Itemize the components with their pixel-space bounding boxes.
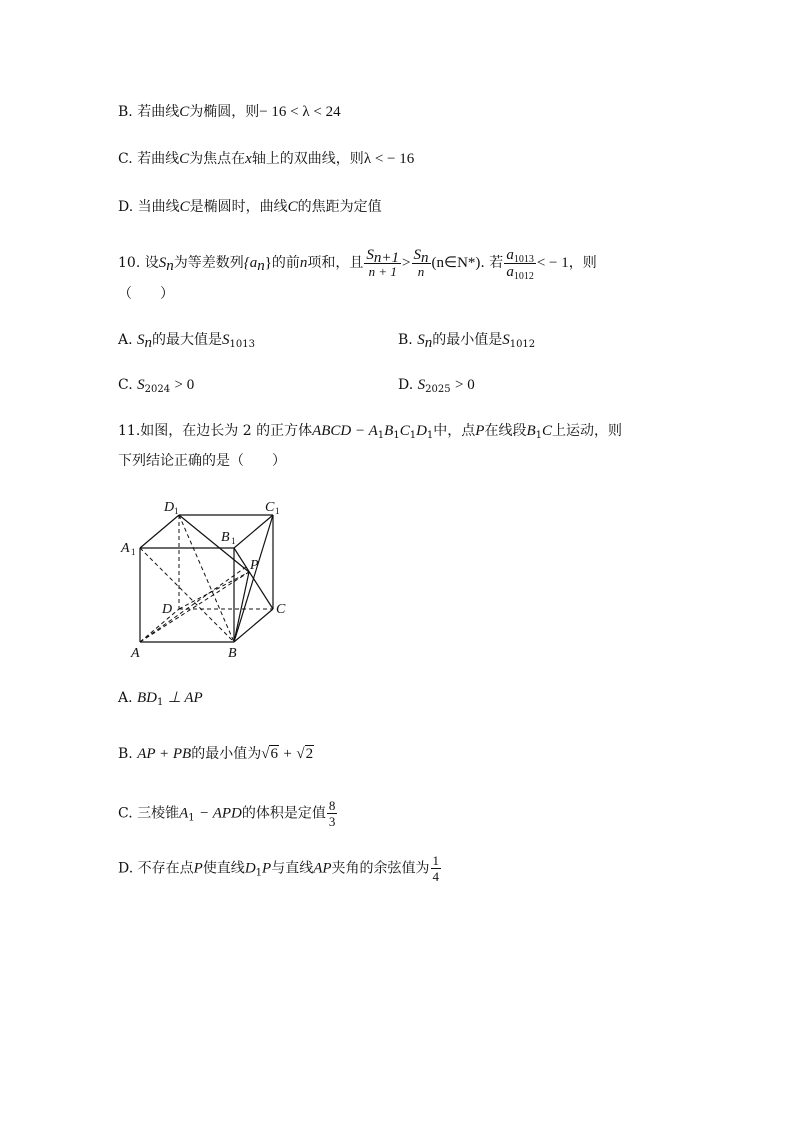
cube-figure <box>118 495 298 665</box>
q9-option-c <box>118 149 414 169</box>
label-d1: D <box>164 500 175 515</box>
math-denominator: n + 1 <box>368 264 397 279</box>
q11-option-a <box>118 688 203 708</box>
fraction-8-3 <box>327 798 338 829</box>
option-text: 与直线 <box>271 860 314 877</box>
hidden-segment-ap2 <box>140 567 246 642</box>
math-cube: ABCD − A <box>312 423 378 439</box>
math-seq: {a <box>243 255 258 271</box>
math-var: C <box>542 423 553 439</box>
q10-option-d <box>398 375 475 395</box>
label-d: D <box>162 602 173 617</box>
option-label: B. <box>118 104 133 120</box>
math-var: a <box>506 246 514 263</box>
math-var: D <box>416 423 427 439</box>
math-var: S <box>366 247 374 263</box>
math-sub: n <box>421 250 429 266</box>
math-radicand: 2 <box>305 746 314 762</box>
math-expr: AP + PB <box>137 746 192 762</box>
math-sub: 2025 <box>425 384 451 395</box>
option-text: 为椭圆，则 <box>189 104 260 120</box>
question-text: 为等差数列 <box>173 255 244 271</box>
fraction-sn1 <box>364 247 401 279</box>
label-a1: A <box>121 541 130 556</box>
hidden-segment-ap <box>140 572 249 642</box>
label-sub: 1 <box>174 506 179 516</box>
question-text: 下列结论正确的是（ ） <box>118 453 286 469</box>
math-var: C <box>179 104 190 120</box>
question-text: 中，点 <box>433 423 476 439</box>
option-label: D. <box>118 199 134 215</box>
math-var: A <box>179 805 189 822</box>
math-expr: ⊥ AP <box>167 690 203 706</box>
option-text: 是椭圆时，曲线 <box>189 199 288 215</box>
math-sub: 1 <box>409 430 417 441</box>
option-text: 使直线 <box>202 860 245 877</box>
q11-option-d <box>118 853 442 884</box>
math-var: C <box>179 199 190 215</box>
math-inequality: − 16 < λ < 24 <box>259 104 341 120</box>
math-var: x <box>245 151 252 167</box>
question-text: 在线段 <box>484 423 527 439</box>
option-text: 当曲线 <box>137 199 180 215</box>
math-inequality: > 0 <box>455 377 475 393</box>
math-expr: AP <box>313 860 332 877</box>
cube-diagram <box>118 495 298 665</box>
math-sub: 1 <box>188 812 195 824</box>
math-var: S <box>417 377 426 393</box>
hidden-segment-dp <box>179 572 249 609</box>
math-var: S <box>502 332 510 348</box>
option-text: 的最小值为 <box>191 746 262 762</box>
option-text: 若曲线 <box>137 104 180 120</box>
hidden-edge-ad <box>140 609 179 642</box>
option-text: 轴上的双曲线，则 <box>251 151 364 167</box>
option-text: 不存在点 <box>137 860 194 877</box>
edge-c1b1 <box>234 515 273 548</box>
math-op: + <box>283 746 292 762</box>
math-sub: n <box>166 258 174 274</box>
math-denominator: 4 <box>432 869 440 884</box>
q10-option-c <box>118 375 194 395</box>
option-text: 为焦点在 <box>189 151 246 167</box>
math-var: C <box>399 423 410 439</box>
math-var: D <box>244 860 256 877</box>
math-var: P <box>262 860 272 877</box>
math-sub: 1013 <box>513 253 534 265</box>
math-var: B <box>526 423 536 439</box>
option-label: B. <box>118 746 133 762</box>
q11-option-c <box>118 798 338 829</box>
question-text: 如图，在边长为 2 的正方体 <box>140 423 313 439</box>
option-label: A. <box>118 332 133 348</box>
fraction-1-4 <box>431 853 442 884</box>
math-var: S <box>413 247 422 263</box>
math-inequality: λ < − 16 <box>363 151 415 167</box>
math-var: n <box>299 255 308 271</box>
q11-stem-line2 <box>118 451 286 471</box>
math-sub: 1 <box>255 867 263 879</box>
option-label: D. <box>398 377 414 393</box>
math-var: C <box>287 199 298 215</box>
math-sub: n+1 <box>373 250 400 266</box>
math-denominator: 3 <box>328 814 336 829</box>
math-sub: n <box>424 335 433 351</box>
math-var: S <box>158 255 167 271</box>
label-b1: B <box>221 530 230 545</box>
option-text: 三棱锥 <box>137 805 180 822</box>
math-sub: 1012 <box>509 339 536 350</box>
math-sub: 1 <box>535 430 543 441</box>
sqrt-2: √2 <box>296 746 314 762</box>
math-sub: n <box>257 258 265 274</box>
label-p: P <box>250 558 259 573</box>
label-a: A <box>131 646 140 661</box>
math-inequality: > 0 <box>174 377 195 393</box>
math-var: P <box>193 860 203 877</box>
math-var: C <box>179 151 190 167</box>
math-var: S <box>417 332 425 348</box>
option-text: 夹角的余弦值为 <box>331 860 430 877</box>
math-sub: n <box>144 335 153 351</box>
label-sub: 1 <box>231 536 236 546</box>
segment-bc1 <box>234 515 273 642</box>
q10-option-a <box>118 330 255 350</box>
answer-paren: （ ） <box>118 286 174 302</box>
math-var: S <box>222 332 230 348</box>
question-text: 设 <box>144 255 159 271</box>
math-denominator: n <box>417 264 425 279</box>
math-var: S <box>137 377 145 393</box>
math-numerator: 1 <box>432 853 440 868</box>
fraction-a <box>504 247 536 280</box>
option-text: 的焦距为定值 <box>297 199 382 215</box>
option-text: 的最小值是 <box>432 332 503 348</box>
option-text: 的最大值是 <box>152 332 223 348</box>
option-label: C. <box>118 377 133 393</box>
option-label: A. <box>118 690 133 706</box>
q9-option-b <box>118 102 341 122</box>
math-var: S <box>137 332 145 348</box>
question-text: ，则 <box>568 255 597 271</box>
label-c: C <box>276 602 286 617</box>
math-expr: − APD <box>199 805 242 822</box>
label-b: B <box>228 646 237 661</box>
hidden-segment-a1b <box>140 548 234 642</box>
label-sub: 1 <box>275 506 280 516</box>
math-sub: 1 <box>426 430 434 441</box>
math-op: > <box>402 255 411 271</box>
q9-option-d <box>118 197 382 217</box>
option-label: C. <box>118 805 133 822</box>
q10-option-b <box>398 330 535 350</box>
option-text: 的体积是定值 <box>241 805 326 822</box>
q10-stem <box>118 245 597 281</box>
q11-stem <box>118 421 622 441</box>
question-text: . 若 <box>480 255 504 271</box>
math-sub: 1013 <box>229 339 255 350</box>
question-text: 项和，且 <box>307 255 364 271</box>
q11-option-b <box>118 744 314 764</box>
math-numerator: 8 <box>328 798 336 813</box>
fraction-sn <box>412 247 431 279</box>
option-label: B. <box>398 332 413 348</box>
math-sub: 1 <box>377 430 385 441</box>
option-text: 若曲线 <box>137 151 180 167</box>
sqrt-6: √6 <box>261 746 278 762</box>
math-var: P <box>475 423 485 439</box>
math-sub: 1012 <box>513 270 534 282</box>
math-radicand: 6 <box>270 746 278 762</box>
math-expr: BD <box>137 690 158 706</box>
question-number: 11. <box>118 423 141 439</box>
math-var: B <box>384 423 394 439</box>
math-sub: 1 <box>157 697 164 708</box>
label-sub: 1 <box>131 547 136 557</box>
question-text: 的前 <box>271 255 300 271</box>
math-var: a <box>506 263 514 280</box>
question-text: 上运动，则 <box>552 423 623 439</box>
math-condition: (n∈N*) <box>431 255 481 271</box>
label-c1: C <box>265 500 275 515</box>
math-inequality: < − 1 <box>536 255 569 271</box>
edge-a1d1 <box>140 515 179 548</box>
math-sub: 2024 <box>144 384 171 395</box>
option-label: C. <box>118 151 133 167</box>
option-label: D. <box>118 860 134 877</box>
question-number: 10. <box>118 255 141 271</box>
q10-answer-paren <box>118 284 174 304</box>
math-sub: 1 <box>393 430 400 441</box>
math-brace: } <box>264 255 272 271</box>
